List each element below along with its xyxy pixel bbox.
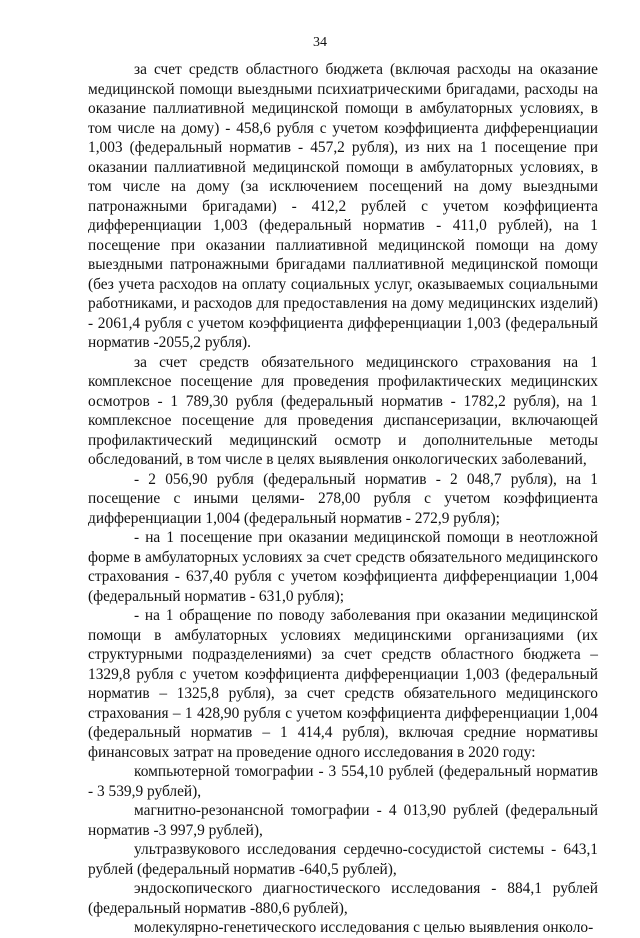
- paragraph-disease-appeal: - на 1 обращение по поводу заболевания при оказании медицинской помощи в амбулаторных условиях медицинскими организациями (их структурными подразделениями) за счет средств областного бюджета – 1329,8 рубля с учетом коэффициента дифференциации 1,003 (федеральный норматив – 1325,8 рубля), за счет средств обязательного медицинского страхования – 1 428,90 рубля с учетом коэффициента дифференциации 1,004 (федеральный норматив – 1 414,4 рубля), включая средние нормативы финансовых затрат на проведение одного исследования в 2020 году:: [88, 607, 598, 761]
- paragraph-ultrasound-cost: ультразвукового исследования сердечно-сосудистой системы - 643,1 рублей (федеральный норматив -640,5 рублей),: [88, 841, 598, 878]
- paragraph-urgent-care-visit: - на 1 посещение при оказании медицинской помощи в неотложной форме в амбулаторных условиях за счет средств обязательного медицинского страхования - 637,40 рубля с учетом коэффициента дифференциации 1,004 (федеральный норматив - 631,0 рубля);: [88, 529, 598, 605]
- paragraph-mri-cost: магнитно-резонансной томографии - 4 013,90 рублей (федеральный норматив -3 997,9 рублей),: [88, 802, 598, 839]
- paragraph-molecular-genetic: молекулярно-генетического исследования с целью выявления онколо-: [134, 919, 594, 936]
- document-body: [88, 60, 598, 938]
- paragraph-ct-cost: компьютерной томографии - 3 554,10 рублей (федеральный норматив - 3 539,9 рублей),: [88, 763, 598, 800]
- page-number: 34: [313, 35, 327, 50]
- paragraph-endoscopy-cost: эндоскопического диагностического исследования - 884,1 рублей (федеральный норматив -880,6 рублей),: [88, 880, 598, 917]
- paragraph-oms-complex-visit: за счет средств обязательного медицинского страхования на 1 комплексное посещение для проведения профилактических медицинских осмотров - 1 789,30 рубля (федеральный норматив - 1782,2 рубля), на 1 комплексное посещение для проведения диспансеризации, включающей профилактический медицинский осмотр и дополнительные методы обследований, в том числе в целях выявления онкологических заболеваний,: [88, 353, 598, 468]
- paragraph-regional-budget: за счет средств областного бюджета (включая расходы на оказание медицинской помощи выездными психиатрическими бригадами, расходы на оказание паллиативной медицинской помощи в амбулаторных условиях, в том числе на дому) - 458,6 рубля с учетом коэффициента дифференциации 1,003 (федеральный норматив - 457,2 рубля), из них на 1 посещение при оказании паллиативной медицинской помощи в амбулаторных условиях, в том числе на дому (за исключением посещений на дому выездными патронажными бригадами) - 412,2 рублей с учетом коэффициента дифференциации 1,003 (федеральный норматив - 411,0 рублей), на 1 посещение при оказании паллиативной медицинской помощи на дому выездными патронажными бригадами паллиативной медицинской помощи (без учета расходов на оплату социальных услуг, оказываемых социальными работниками, и расходов для предоставления на дому медицинских изделий) - 2061,4 рубля с учетом коэффициента дифференциации 1,003 (федеральный норматив -2055,2 рубля).: [88, 61, 598, 351]
- paragraph-dispensary-cost: - 2 056,90 рубля (федеральный норматив - 2 048,7 рубля), на 1 посещение с иными целями- 278,00 рубля с учетом коэффициента дифференциации 1,004 (федеральный норматив - 272,9 рубля);: [88, 470, 598, 527]
